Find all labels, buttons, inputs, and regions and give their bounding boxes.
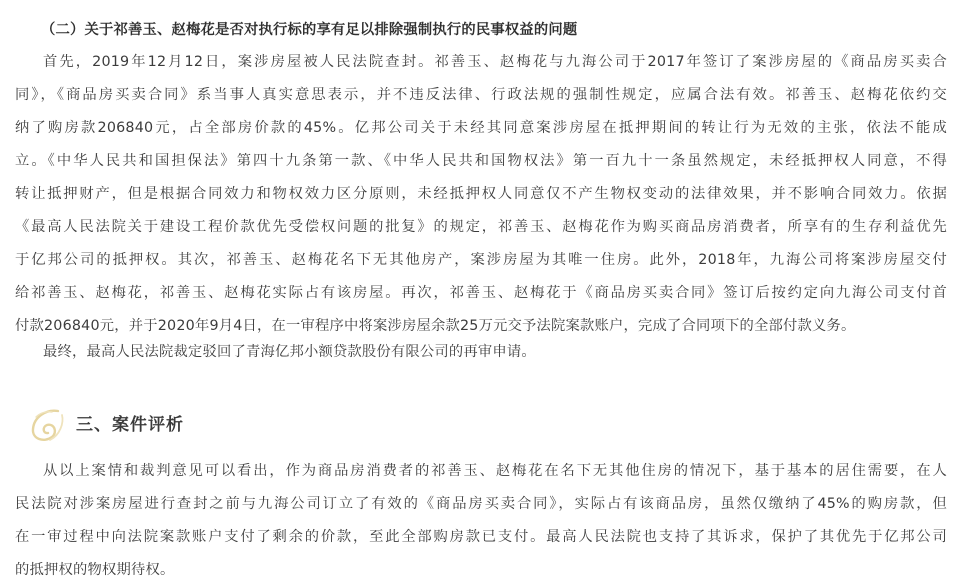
paragraph-line: 最终，最高人民法院裁定驳回了青海亿邦小额贷款股份有限公司的再审申请。 (43, 344, 536, 360)
paragraph-line: 同》，《商品房买卖合同》系当事人真实意思表示，并不违反法律、行政法规的强制性规定，应属合法有效。祁善玉、赵梅花依约交 (15, 87, 947, 103)
paragraph-line: 民法院对涉案房屋进行查封之前与九海公司订立了有效的《商品房买卖合同》，实际占有该商品房，虽然仅缴纳了45%的购房款，但 (15, 496, 947, 512)
paragraph-line: 给祁善玉、赵梅花，祁善玉、赵梅花实际占有该房屋。再次，祁善玉、赵梅花于《商品房买卖合同》签订后按约定向九海公司支付首 (15, 285, 947, 301)
subheading-issue-two: （二）关于祁善玉、赵梅花是否对执行标的享有足以排除强制执行的民事权益的问题 (41, 22, 578, 38)
paragraph-line: 立。《中华人民共和国担保法》第四十九条第一款、《中华人民共和国物权法》第一百九十一条虽然规定，未经抵押权人同意，不得 (15, 153, 947, 169)
paragraph-line: 转让抵押财产，但是根据合同效力和物权效力区分原则，未经抵押权人同意仅不产生物权变动的法律效果，并不影响合同效力。依据 (15, 186, 947, 202)
paragraph-line: 《最高人民法院关于建设工程价款优先受偿权问题的批复》的规定，祁善玉、赵梅花作为购买商品房消费者，所享有的生存利益优先 (15, 219, 947, 235)
paragraph-line: 在一审过程中向法院案款账户支付了剩余的价款，至此全部购房款已支付。最高人民法院也支持了其诉求，保护了其优先于亿邦公司 (15, 529, 947, 545)
paragraph-line: 纳了购房款206840元，占全部房价款的45%。亿邦公司关于未经其同意案涉房屋在抵押期间的转让行为无效的主张，依法不能成 (15, 120, 947, 136)
paragraph-line: 付款206840元，并于2020年9月4日，在一审程序中将案涉房屋余款25万元交予法院案款账户，完成了合同项下的全部付款义务。 (15, 318, 856, 334)
paragraph-line: 的抵押权的物权期待权。 (15, 562, 175, 578)
section-header-case-analysis (28, 405, 328, 445)
decorative-swirl-icon (28, 405, 68, 445)
paragraph-line: 于亿邦公司的抵押权。其次，祁善玉、赵梅花名下无其他房产，案涉房屋为其唯一住房。此外，2018年，九海公司将案涉房屋交付 (15, 252, 947, 268)
paragraph-line: 首先，2019年12月12日，案涉房屋被人民法院查封。祁善玉、赵梅花与九海公司于2017年签订了案涉房屋的《商品房买卖合 (43, 54, 947, 70)
section-title: 三、案件评析 (76, 415, 184, 435)
paragraph-line: 从以上案情和裁判意见可以看出，作为商品房消费者的祁善玉、赵梅花在名下无其他住房的情况下，基于基本的居住需要，在人 (43, 463, 947, 479)
